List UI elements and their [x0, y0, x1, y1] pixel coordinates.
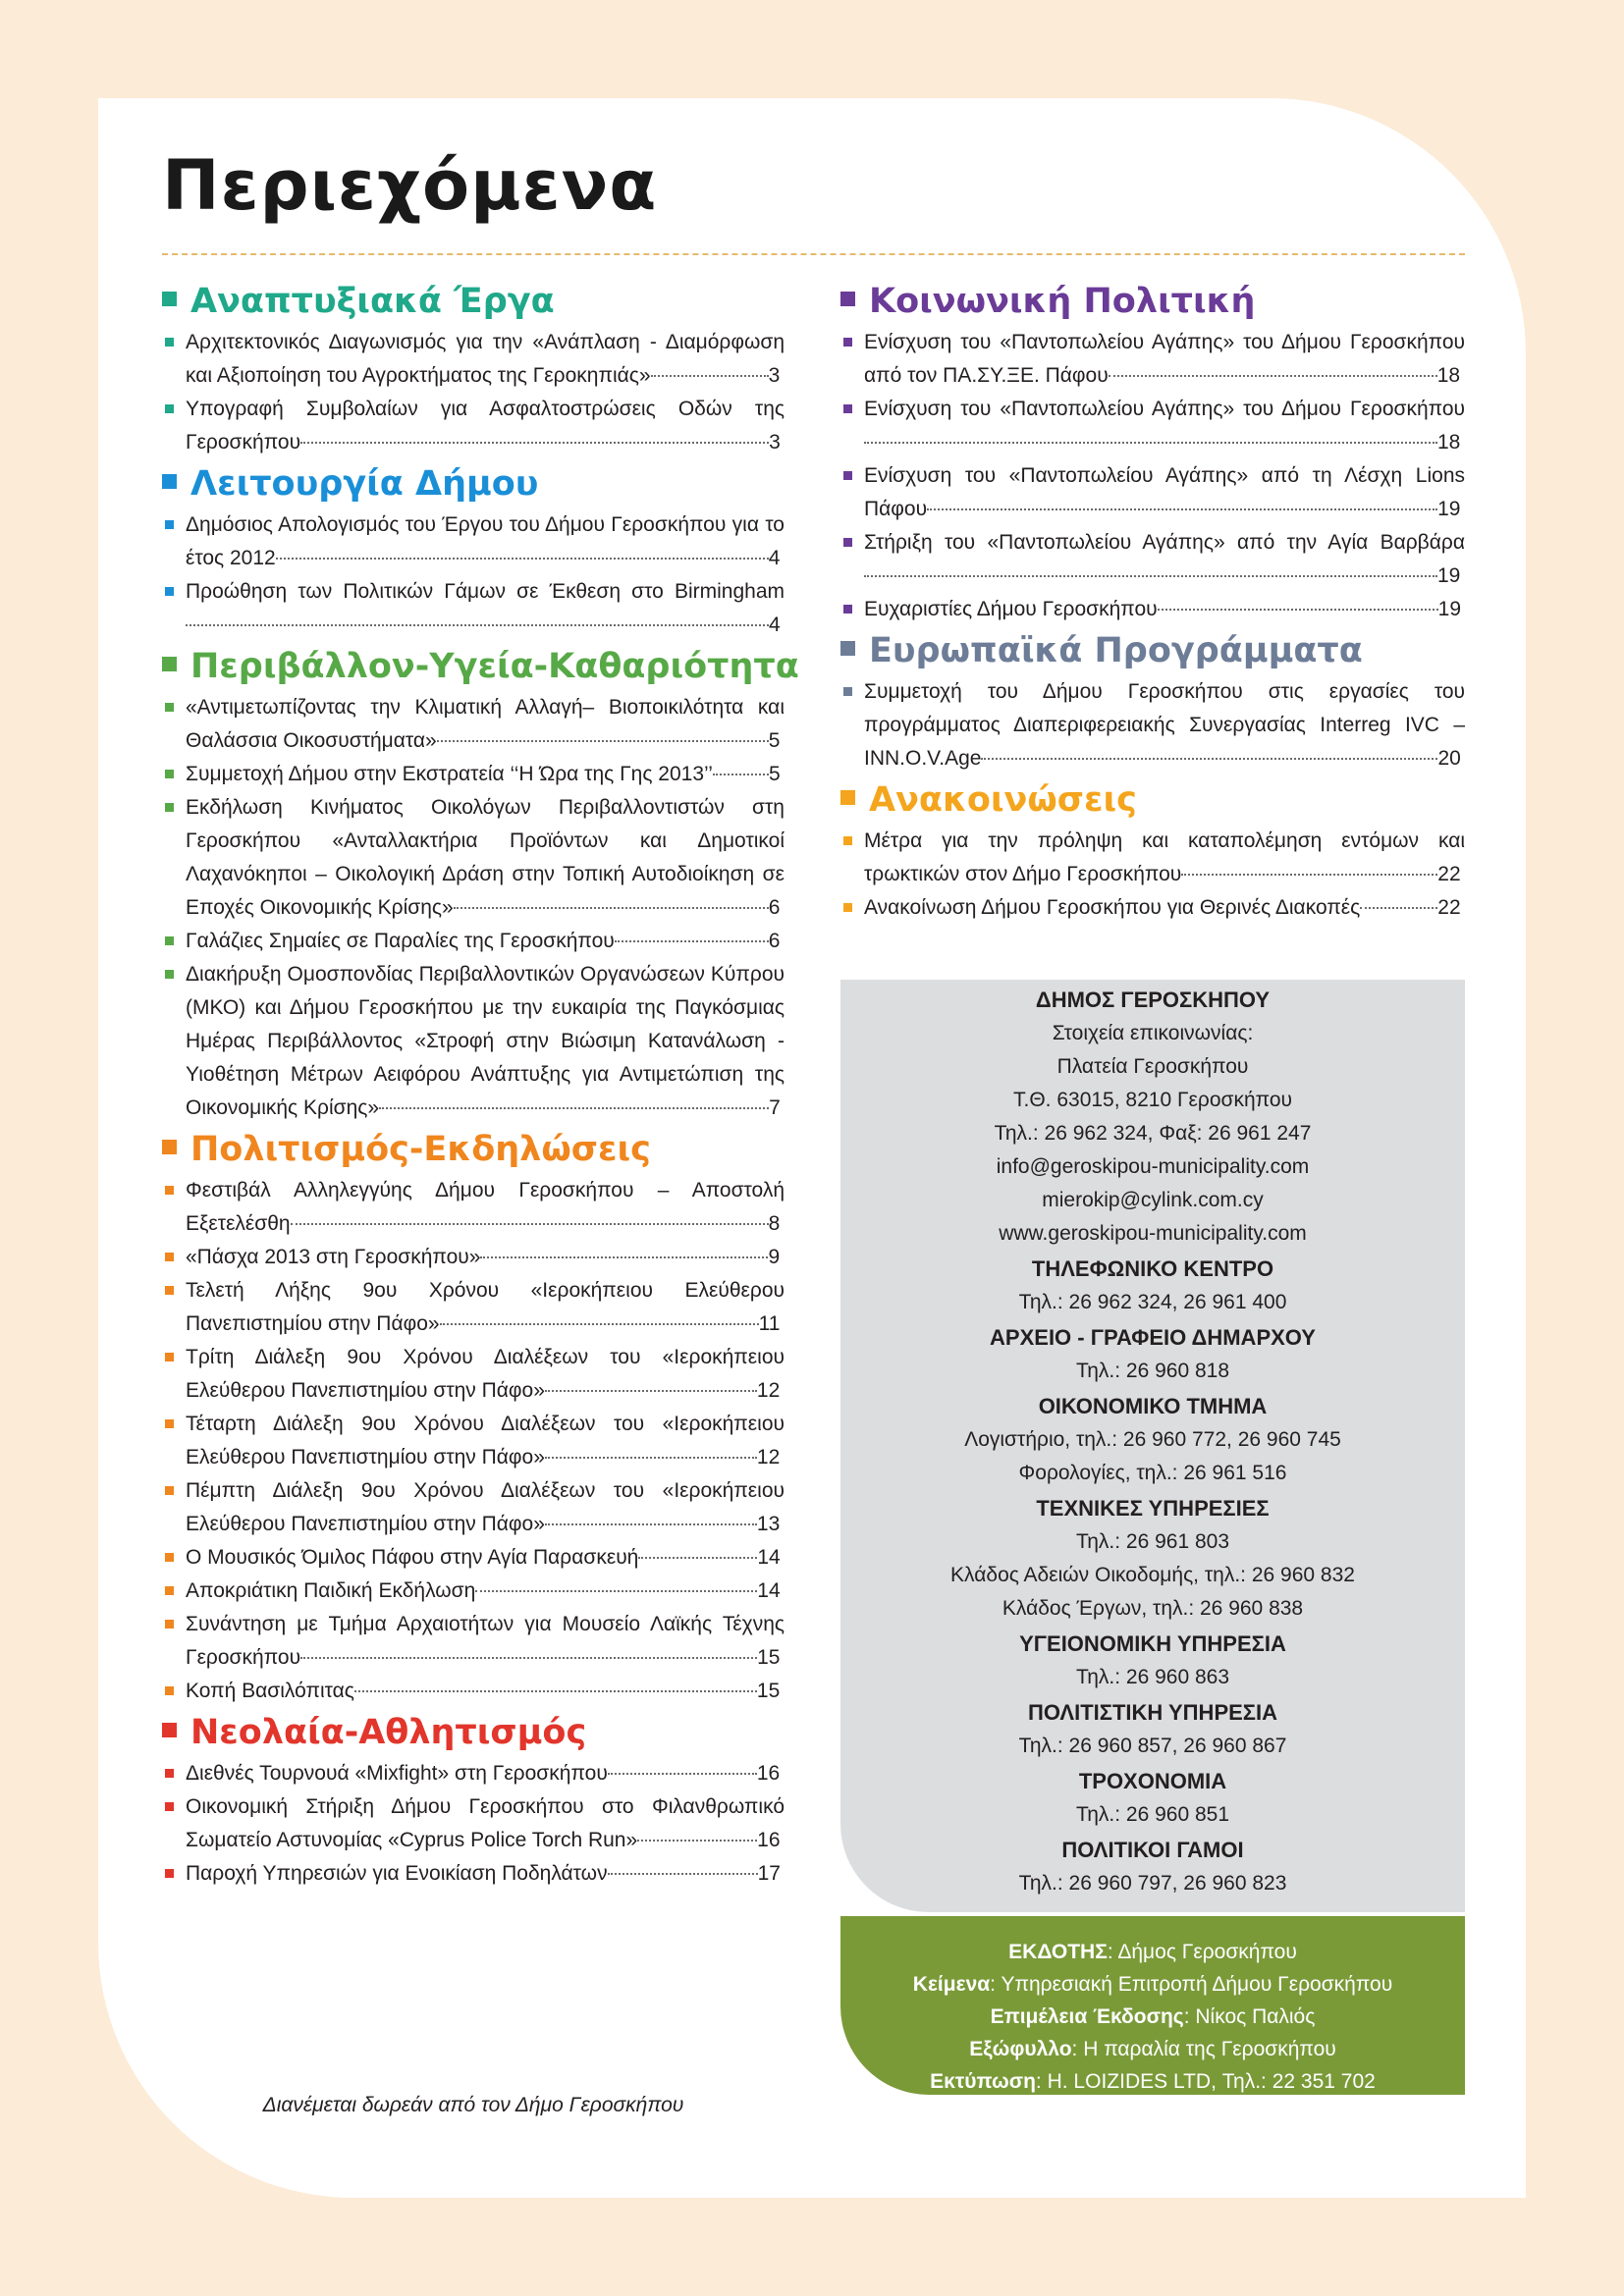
entry-title: Ευχαριστίες Δήμου Γεροσκήπου: [864, 598, 1158, 620]
department-heading: ΤΡΟΧΟΝΟΜΙΑ: [1078, 1769, 1227, 1793]
toc-entry[interactable]: [840, 825, 1465, 891]
toc-entry[interactable]: [840, 593, 1465, 626]
toc-entry[interactable]: [162, 393, 785, 459]
contact-org: ΔΗΜΟΣ ΓΕΡΟΣΚΗΠΟΥ: [1035, 988, 1271, 1012]
entry-title: Ενίσχυση του «Παντοπωλείου Αγάπης» του Δήμου Γεροσκήπου: [864, 398, 1465, 420]
department-phone: Κλάδος Έργων, τηλ.: 26 960 838: [1001, 1597, 1304, 1620]
toc-entry[interactable]: [162, 1274, 785, 1341]
dot-leader: [981, 758, 1437, 760]
toc-entry[interactable]: [162, 1174, 785, 1241]
dot-leader: [475, 1590, 757, 1592]
department-phone: Τηλ.: 26 960 857, 26 960 867: [1018, 1735, 1287, 1757]
entry-title: Γαλάζιες Σημαίες σε Παραλίες της Γεροσκήπου: [186, 930, 615, 952]
entry-title: «Πάσχα 2013 στη Γεροσκήπου»: [186, 1246, 481, 1268]
bullet-square-icon: [165, 1802, 174, 1811]
entry-title: Προώθηση των Πολιτικών Γάμων σε Έκθεση στο Birmingham: [186, 580, 785, 603]
toc-entry[interactable]: [162, 1675, 785, 1708]
contact-line: Τ.Θ. 63015, 8210 Γεροσκήπου: [1012, 1089, 1293, 1111]
toc-entry[interactable]: [840, 891, 1465, 925]
bullet-square-icon: [165, 1186, 174, 1195]
entry-title: Εκδήλωση Κινήματος Οικολόγων Περιβαλλοντιστών στη Γεροσκήπου «Ανταλλακτήρια Προϊόντων και Δημοτικοί Λαχανόκηποι – Οικολογική Δράση στην Τοπική Αυτοδιοίκηση σε Εποχές Οικονομικής Κρίσης»: [186, 796, 785, 919]
section-heading: [840, 626, 1465, 675]
publisher-row: Κείμενα: Υπηρεσιακή Επιτροπή Δήμου Γεροσκήπου: [912, 1973, 1393, 1996]
entry-page-number: 8: [768, 1212, 781, 1235]
dot-leader: [864, 442, 1437, 444]
toc-entry[interactable]: [162, 925, 785, 958]
toc-entry[interactable]: [840, 526, 1465, 593]
entry-page-number: 5: [768, 729, 781, 752]
entry-page-number: 12: [756, 1379, 781, 1402]
entry-page-number: 18: [1436, 364, 1461, 387]
bullet-square-icon: [843, 538, 852, 547]
department-phone: Τηλ.: 26 962 324, 26 961 400: [1018, 1291, 1287, 1313]
toc-entry[interactable]: [840, 675, 1465, 775]
bullet-square-icon: [165, 1586, 174, 1595]
publisher-label: Εξώφυλλο: [969, 2038, 1072, 2060]
dot-leader: [1360, 907, 1437, 909]
entry-title: Παροχή Υπηρεσιών για Ενοικίαση Ποδηλάτων: [186, 1862, 608, 1885]
bullet-square-icon: [843, 836, 852, 845]
toc-entry[interactable]: [162, 1408, 785, 1474]
bullet-square-icon: [165, 1620, 174, 1629]
publisher-label: Επιμέλεια Έκδοσης: [990, 2005, 1184, 2028]
entry-page-number: 14: [757, 1579, 781, 1602]
entry-page-number: 19: [1437, 498, 1461, 520]
toc-entry[interactable]: [840, 393, 1465, 459]
section-square-icon: [840, 790, 855, 805]
section-square-icon: [162, 292, 177, 306]
department-heading: ΤΗΛΕΦΩΝΙΚΟ ΚΕΝΤΡΟ: [1031, 1256, 1274, 1281]
department-phone: Τηλ.: 26 960 797, 26 960 823: [1018, 1872, 1287, 1895]
publisher-value: Υπηρεσιακή Επιτροπή Δήμου Γεροσκήπου: [1001, 1973, 1393, 1996]
entry-page-number: 3: [769, 431, 781, 454]
entry-title: Μέτρα για την πρόληψη και καταπολέμηση εντόμων και τρωκτικών στον Δήμο Γεροσκήπου: [864, 829, 1465, 885]
publisher-value: H. LOIZIDES LTD, Τηλ.: 22 351 702: [1047, 2070, 1376, 2093]
bullet-square-icon: [165, 587, 174, 596]
bullet-square-icon: [165, 1553, 174, 1562]
department-heading: ΤΕΧΝΙΚΕΣ ΥΠΗΡΕΣΙΕΣ: [1036, 1496, 1270, 1521]
entry-page-number: 20: [1437, 747, 1461, 770]
bullet-square-icon: [165, 404, 174, 413]
section-title: Περιβάλλον-Υγεία-Καθαριότητα: [190, 647, 799, 686]
bullet-square-icon: [165, 1869, 174, 1878]
bullet-square-icon: [843, 687, 852, 696]
dot-leader: [300, 1657, 757, 1659]
entry-page-number: 4: [768, 547, 781, 569]
bullet-square-icon: [165, 1769, 174, 1778]
toc-entry[interactable]: [162, 508, 785, 575]
dot-leader: [545, 1457, 757, 1459]
section-square-icon: [840, 641, 855, 656]
page-title: Περιεχόμενα: [162, 145, 658, 226]
bullet-square-icon: [843, 338, 852, 347]
publisher-label: ΕΚΔΟΤΗΣ: [1008, 1941, 1108, 1963]
contact-line: Τηλ.: 26 962 324, Φαξ: 26 961 247: [994, 1122, 1312, 1145]
entry-page-number: 14: [757, 1546, 781, 1569]
publisher-box: [840, 1916, 1465, 2095]
dot-leader: [1109, 375, 1437, 377]
toc-entry[interactable]: [162, 691, 785, 758]
dot-leader: [379, 1107, 769, 1109]
entry-page-number: 9: [768, 1246, 781, 1268]
right-toc-column: [840, 277, 1465, 925]
bullet-square-icon: [165, 1286, 174, 1295]
bullet-square-icon: [165, 770, 174, 778]
toc-entry[interactable]: [162, 1474, 785, 1541]
entry-title: Συμμετοχή Δήμου στην Εκστρατεία ‘‘Η Ώρα της Γης 2013’’: [186, 763, 713, 785]
contact-line: www.geroskipou-municipality.com: [999, 1222, 1307, 1245]
section-title: Νεολαία-Αθλητισμός: [190, 1713, 587, 1752]
left-toc-column: [162, 277, 799, 1891]
department-phone: Λογιστήριο, τηλ.: 26 960 772, 26 960 745: [964, 1428, 1341, 1451]
dot-leader: [864, 575, 1437, 577]
entry-title: «Αντιμετωπίζοντας την Κλιματική Αλλαγή– Βιοποικιλότητα και Θαλάσσια Οικοσυστήματα»: [186, 696, 785, 752]
entry-title: Αποκριάτικη Παιδική Εκδήλωση: [186, 1579, 476, 1602]
publisher-row: Εξώφυλλο: Η παραλία της Γεροσκήπου: [969, 2038, 1336, 2060]
toc-section: [162, 1708, 785, 1891]
dot-leader: [440, 1323, 759, 1325]
bullet-square-icon: [843, 404, 852, 413]
department-heading: ΠΟΛΙΤΙΣΤΙΚΗ ΥΠΗΡΕΣΙΑ: [1028, 1700, 1277, 1725]
entry-title: Δημόσιος Απολογισμός του Έργου του Δήμου Γεροσκήπου για το έτος 2012: [186, 513, 785, 569]
publisher-row: Επιμέλεια Έκδοσης: Νίκος Παλιός: [990, 2005, 1316, 2028]
toc-section: [162, 277, 785, 459]
dot-leader: [1181, 874, 1437, 876]
section-square-icon: [162, 474, 177, 489]
toc-section: [162, 642, 799, 1125]
toc-entry[interactable]: [162, 1608, 785, 1675]
contact-line: Πλατεία Γεροσκήπου: [1056, 1055, 1249, 1078]
bullet-square-icon: [165, 1419, 174, 1428]
dot-leader: [713, 774, 769, 775]
entry-title: Ενίσχυση του «Παντοπωλείου Αγάπης» του Δήμου Γεροσκήπου από τον ΠΑ.ΣΥ.ΞΕ. Πάφου: [864, 331, 1465, 387]
entry-title: Τέταρτη Διάλεξη 9ου Χρόνου Διαλέξεων του «Ιεροκήπειου Ελεύθερου Πανεπιστημίου στην Πάφο»: [186, 1413, 785, 1468]
distribution-note: Διανέμεται δωρεάν από τον Δήμο Γεροσκήπου: [262, 2094, 684, 2116]
section-title: Αναπτυξιακά Έργα: [190, 282, 555, 321]
bullet-square-icon: [843, 903, 852, 912]
entry-title: Ο Μουσικός Όμιλος Πάφου στην Αγία Παρασκευή: [186, 1546, 639, 1569]
dot-leader: [186, 624, 769, 626]
entry-page-number: 3: [768, 364, 781, 387]
entry-page-number: 13: [756, 1513, 781, 1535]
department-phone: Τηλ.: 26 961 803: [1075, 1530, 1230, 1553]
dot-leader: [545, 1390, 757, 1392]
section-title: Ανακοινώσεις: [869, 780, 1137, 820]
bullet-square-icon: [165, 1686, 174, 1695]
entry-title: Συνάντηση με Τμήμα Αρχαιοτήτων για Μουσείο Λαϊκής Τέχνης Γεροσκήπου: [186, 1613, 785, 1669]
entry-title: Κοπή Βασιλόπιτας: [186, 1680, 354, 1702]
bullet-square-icon: [165, 803, 174, 812]
dot-leader: [454, 907, 769, 909]
dot-leader: [480, 1256, 768, 1258]
dot-leader: [927, 508, 1437, 510]
department-phone: Φορολογίες, τηλ.: 26 961 516: [1018, 1462, 1287, 1484]
entry-title: Ενίσχυση του «Παντοπωλείου Αγάπης» από τη Λέσχη Lions Πάφου: [864, 464, 1465, 520]
section-heading: [840, 775, 1465, 825]
entry-page-number: 16: [756, 1762, 781, 1785]
toc-entry[interactable]: [162, 1541, 785, 1575]
toc-section: [840, 775, 1465, 925]
bullet-square-icon: [165, 1353, 174, 1362]
dot-leader: [608, 1873, 758, 1875]
bullet-square-icon: [165, 936, 174, 945]
bullet-square-icon: [165, 1253, 174, 1261]
bullet-square-icon: [843, 605, 852, 614]
department-heading: ΠΟΛΙΤΙΚΟΙ ΓΑΜΟΙ: [1061, 1838, 1244, 1862]
section-heading: [162, 1708, 785, 1757]
toc-section: [162, 1125, 785, 1708]
entry-page-number: 15: [757, 1646, 781, 1669]
entry-title: Διακήρυξη Ομοσπονδίας Περιβαλλοντικών Οργανώσεων Κύπρου (ΜΚΟ) και Δήμου Γεροσκήπου με την ευκαιρία της Παγκόσμιας Ημέρας Περιβάλλοντος «Στροφή στην Βιώσιμη Κατανάλωση - Υιοθέτηση Μέτρων Αειφόρου Ανάπτυξης για Αντιμετώπιση της Οικονομικής Κρίσης»: [186, 963, 785, 1119]
section-title: Πολιτισμός-Εκδηλώσεις: [190, 1130, 651, 1169]
toc-entry[interactable]: [162, 1757, 785, 1790]
toc-entry[interactable]: [162, 1857, 785, 1891]
section-title: Λειτουργία Δήμου: [190, 464, 539, 504]
entry-page-number: 19: [1437, 564, 1461, 587]
entry-page-number: 17: [757, 1862, 781, 1885]
bullet-square-icon: [165, 1486, 174, 1495]
contact-box: [840, 980, 1465, 1912]
dot-leader: [291, 1223, 769, 1225]
section-heading: [162, 459, 785, 508]
department-phone: Τηλ.: 26 960 818: [1075, 1360, 1230, 1382]
entry-title: Στήριξη του «Παντοπωλείου Αγάπης» από την Αγία Βαρβάρα: [864, 531, 1465, 554]
entry-title: Τελετή Λήξης 9ου Χρόνου «Ιεροκήπειου Ελεύθερου Πανεπιστημίου στην Πάφο»: [186, 1279, 785, 1335]
entry-title: Διεθνές Τουρνουά «Mixfight» στη Γεροσκήπου: [186, 1762, 608, 1785]
section-heading: [162, 277, 785, 326]
department-phone: Τηλ.: 26 960 863: [1075, 1666, 1230, 1688]
dot-leader: [638, 1557, 757, 1559]
toc-entry[interactable]: [162, 791, 785, 925]
dot-leader: [1158, 609, 1438, 611]
entry-page-number: 22: [1437, 896, 1461, 919]
dot-leader: [651, 375, 769, 377]
bullet-square-icon: [165, 970, 174, 979]
bullet-square-icon: [165, 338, 174, 347]
department-heading: ΑΡΧΕΙΟ - ΓΡΑΦΕΙΟ ΔΗΜΑΡΧΟΥ: [990, 1325, 1316, 1350]
dot-leader: [608, 1773, 757, 1775]
toc-section: [162, 459, 785, 642]
department-heading: ΥΓΕΙΟΝΟΜΙΚΗ ΥΠΗΡΕΣΙΑ: [1019, 1631, 1286, 1656]
bullet-square-icon: [165, 520, 174, 529]
toc-entry[interactable]: [162, 1575, 785, 1608]
dot-leader: [637, 1840, 757, 1842]
toc-section: [840, 626, 1465, 775]
entry-page-number: 18: [1437, 431, 1461, 454]
entry-title: Συμμετοχή του Δήμου Γεροσκήπου στις εργασίες του προγράμματος Διαπεριφερειακής Συνεργασίας Interreg IVC – INN.O.V.Age: [864, 680, 1465, 770]
toc-entry[interactable]: [162, 1241, 785, 1274]
publisher-value: Νίκος Παλιός: [1195, 2005, 1316, 2028]
department-heading: ΟΙΚΟΝΟΜΙΚΟ ΤΜΗΜΑ: [1038, 1394, 1268, 1418]
entry-title: Πέμπτη Διάλεξη 9ου Χρόνου Διαλέξεων του «Ιεροκήπειου Ελεύθερου Πανεπιστημίου στην Πάφο»: [186, 1479, 785, 1535]
entry-title: Αρχιτεκτονικός Διαγωνισμός για την «Ανάπλαση - Διαμόρφωση και Αξιοποίηση του Αγροκτήματος της Γεροκηπιάς»: [186, 331, 785, 387]
dot-leader: [354, 1690, 757, 1692]
toc-entry[interactable]: [162, 758, 785, 791]
dot-leader: [276, 558, 769, 560]
toc-section: [840, 277, 1465, 626]
entry-page-number: 15: [756, 1680, 781, 1702]
toc-entry[interactable]: [840, 326, 1465, 393]
entry-page-number: 6: [768, 930, 781, 952]
section-title: Κοινωνική Πολιτική: [869, 282, 1256, 321]
entry-page-number: 12: [756, 1446, 781, 1468]
dot-leader: [615, 940, 769, 942]
entry-title: Φεστιβάλ Αλληλεγγύης Δήμου Γεροσκήπου – Αποστολή Εξετελέσθη: [186, 1179, 785, 1235]
entry-page-number: 16: [757, 1829, 781, 1851]
publisher-value: Η παραλία της Γεροσκήπου: [1083, 2038, 1336, 2060]
department-phone: Τηλ.: 26 960 851: [1075, 1803, 1230, 1826]
publisher-row: Εκτύπωση: H. LOIZIDES LTD, Τηλ.: 22 351 702: [930, 2070, 1376, 2093]
entry-page-number: 4: [769, 614, 781, 636]
section-square-icon: [162, 1140, 177, 1154]
section-square-icon: [840, 292, 855, 306]
publisher-label: Εκτύπωση: [930, 2070, 1036, 2093]
toc-entry[interactable]: [162, 326, 785, 393]
entry-page-number: 7: [769, 1096, 781, 1119]
publisher-row: ΕΚΔΟΤΗΣ: Δήμος Γεροσκήπου: [1008, 1941, 1297, 1963]
entry-title: Ανακοίνωση Δήμου Γεροσκήπου για Θερινές Διακοπές: [864, 896, 1361, 919]
publisher-value: Δήμος Γεροσκήπου: [1117, 1941, 1297, 1963]
bullet-square-icon: [843, 471, 852, 480]
entry-title: Τρίτη Διάλεξη 9ου Χρόνου Διαλέξεων του «Ιεροκήπειου Ελεύθερου Πανεπιστημίου στην Πάφο»: [186, 1346, 785, 1402]
entry-page-number: 19: [1437, 598, 1461, 620]
section-heading: [162, 642, 799, 691]
entry-title: Υπογραφή Συμβολαίων για Ασφαλτοστρώσεις Οδών της Γεροσκήπου: [186, 398, 785, 454]
dot-leader: [300, 442, 769, 444]
bullet-square-icon: [165, 703, 174, 712]
entry-page-number: 6: [768, 896, 781, 919]
contact-line: info@geroskipou-municipality.com: [996, 1155, 1310, 1178]
toc-entry[interactable]: [162, 1341, 785, 1408]
publisher-label: Κείμενα: [912, 1973, 991, 1996]
title-divider: [162, 253, 1465, 255]
department-phone: Κλάδος Αδειών Οικοδομής, τηλ.: 26 960 832: [950, 1564, 1355, 1586]
contact-line: mierokip@cylink.com.cy: [1042, 1189, 1264, 1211]
section-heading: [162, 1125, 785, 1174]
dot-leader: [437, 740, 769, 742]
toc-entry[interactable]: [162, 958, 785, 1125]
toc-entry[interactable]: [162, 1790, 785, 1857]
section-square-icon: [162, 1723, 177, 1737]
section-heading: [840, 277, 1465, 326]
toc-entry[interactable]: [840, 459, 1465, 526]
entry-title: Οικονομική Στήριξη Δήμου Γεροσκήπου στο Φιλανθρωπικό Σωματείο Αστυνομίας «Cyprus Police Torch Run»: [186, 1795, 785, 1851]
section-square-icon: [162, 657, 177, 671]
section-title: Ευρωπαϊκά Προγράμματα: [869, 631, 1363, 670]
entry-page-number: 22: [1437, 863, 1461, 885]
contact-line: Στοιχεία επικοινωνίας:: [1052, 1022, 1254, 1044]
entry-page-number: 11: [758, 1312, 781, 1335]
toc-entry[interactable]: [162, 575, 785, 642]
dot-leader: [545, 1523, 757, 1525]
entry-page-number: 5: [768, 763, 781, 785]
